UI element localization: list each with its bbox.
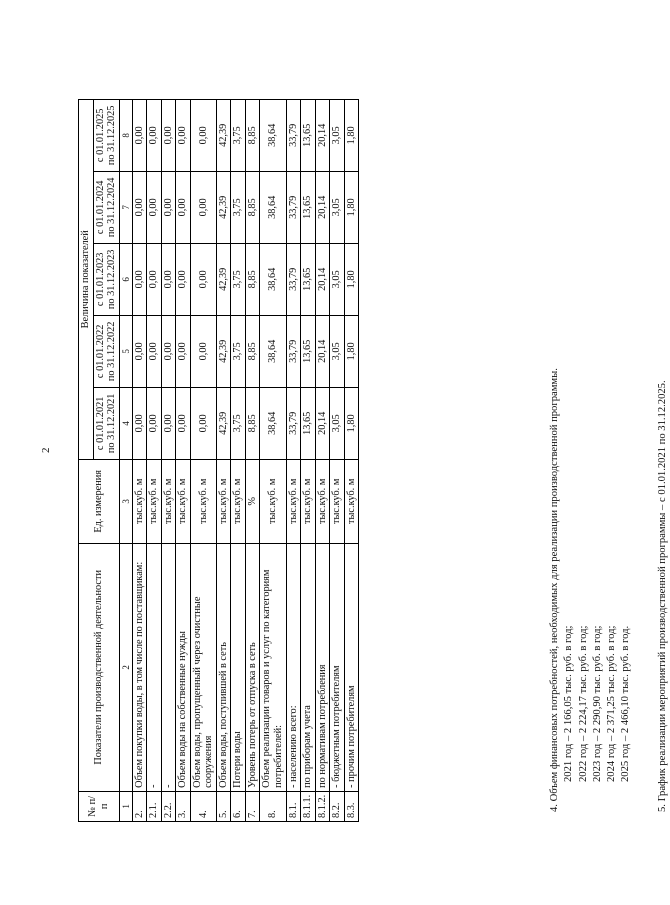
row-value: 3,05 <box>330 387 345 459</box>
row-value: 42,39 <box>216 387 231 459</box>
row-value: 38,64 <box>260 387 286 459</box>
row-value: 3,75 <box>231 387 246 459</box>
row-value: 0,00 <box>132 243 147 315</box>
row-number: 2.2. <box>161 791 176 821</box>
row-unit: тыс.куб. м <box>190 459 216 543</box>
rotated-content <box>78 22 668 822</box>
row-value: 13,65 <box>301 387 316 459</box>
table-row <box>301 99 316 821</box>
row-indicator-name: - населению всего: <box>286 543 301 791</box>
row-value: 0,00 <box>161 99 176 171</box>
row-value: 0,00 <box>132 387 147 459</box>
row-number: 8.3. <box>344 791 359 821</box>
row-value: 33,79 <box>286 171 301 243</box>
section-4-heading: 4. Объем финансовых потребностей, необходимых для реализации производственной программы. <box>549 368 560 812</box>
row-value: 0,00 <box>190 243 216 315</box>
row-indicator-name: - <box>161 543 176 791</box>
row-value: 13,65 <box>301 315 316 387</box>
column-number: 1 <box>119 791 132 821</box>
row-value: 8,85 <box>245 171 260 243</box>
row-value: 3,05 <box>330 315 345 387</box>
row-value: 42,39 <box>216 315 231 387</box>
row-value: 1,80 <box>344 387 359 459</box>
row-value: 0,00 <box>161 315 176 387</box>
column-number-row <box>119 99 132 821</box>
table-row <box>286 99 301 821</box>
row-indicator-name: по нормативам потребления <box>315 543 330 791</box>
row-number: 8.1.1. <box>301 791 316 821</box>
financial-needs-section <box>548 368 634 812</box>
section-5-heading: 5. График реализации мероприятий производственной программы – с 01.01.2021 по 31.12.2025. <box>657 380 668 812</box>
row-value: 3,75 <box>231 243 246 315</box>
column-number: 4 <box>119 387 132 459</box>
row-value: 38,64 <box>260 315 286 387</box>
row-value: 0,00 <box>147 315 162 387</box>
row-value: 0,00 <box>190 99 216 171</box>
row-value: 20,14 <box>315 171 330 243</box>
row-value: 1,80 <box>344 171 359 243</box>
row-value: 0,00 <box>176 243 191 315</box>
row-value: 13,65 <box>301 171 316 243</box>
row-value: 0,00 <box>190 315 216 387</box>
row-value: 0,00 <box>161 387 176 459</box>
header-period: с 01.01.2022 по 31.12.2022 <box>93 315 119 387</box>
row-value: 0,00 <box>147 243 162 315</box>
row-unit: тыс.куб. м <box>147 459 162 543</box>
page-number: 2 <box>40 447 52 453</box>
row-value: 0,00 <box>176 99 191 171</box>
table-row <box>132 99 147 821</box>
row-value: 3,05 <box>330 171 345 243</box>
row-value: 8,85 <box>245 99 260 171</box>
row-value: 0,00 <box>132 171 147 243</box>
row-indicator-name: Объем реализации товаров и услуг по категориям потребителей: <box>260 543 286 791</box>
table-row <box>216 99 231 821</box>
row-value: 1,80 <box>344 243 359 315</box>
row-value: 38,64 <box>260 171 286 243</box>
row-value: 33,79 <box>286 315 301 387</box>
row-value: 0,00 <box>176 387 191 459</box>
table-row <box>176 99 191 821</box>
row-value: 33,79 <box>286 387 301 459</box>
header-unit: Ед. измерения <box>79 459 120 543</box>
row-number: 8.2. <box>330 791 345 821</box>
row-number: 8. <box>260 791 286 821</box>
table-row <box>190 99 216 821</box>
header-period: с 01.01.2025 по 31.12.2025 <box>93 99 119 171</box>
row-value: 20,14 <box>315 315 330 387</box>
row-value: 13,65 <box>301 243 316 315</box>
table-row <box>330 99 345 821</box>
finance-line: 2023 год – 2 290,90 тыс. руб. в год; <box>591 625 603 782</box>
row-value: 0,00 <box>147 99 162 171</box>
finance-line: 2022 год – 2 224,17 тыс. руб. в год; <box>577 625 589 782</box>
row-value: 0,00 <box>190 171 216 243</box>
row-value: 33,79 <box>286 99 301 171</box>
row-number: 2.1. <box>147 791 162 821</box>
row-value: 3,75 <box>231 171 246 243</box>
table-row <box>231 99 246 821</box>
row-value: 0,00 <box>132 99 147 171</box>
header-period: с 01.01.2021 по 31.12.2021 <box>93 387 119 459</box>
table-row <box>161 99 176 821</box>
row-number: 8.1.2. <box>315 791 330 821</box>
row-number: 6. <box>231 791 246 821</box>
row-unit: % <box>245 459 260 543</box>
table-row <box>344 99 359 821</box>
row-unit: тыс.куб. м <box>344 459 359 543</box>
finance-line: 2021 год – 2 166,05 тыс. руб. в год; <box>563 625 575 782</box>
row-value: 38,64 <box>260 243 286 315</box>
row-unit: тыс.куб. м <box>330 459 345 543</box>
row-value: 20,14 <box>315 243 330 315</box>
row-unit: тыс.куб. м <box>286 459 301 543</box>
column-number: 7 <box>119 171 132 243</box>
row-value: 42,39 <box>216 243 231 315</box>
row-value: 3,75 <box>231 99 246 171</box>
row-indicator-name: Потери воды <box>231 543 246 791</box>
header-indicator: Показатели производственной деятельности <box>79 543 120 791</box>
row-unit: тыс.куб. м <box>216 459 231 543</box>
table-row <box>245 99 260 821</box>
row-value: 0,00 <box>176 315 191 387</box>
row-value: 0,00 <box>147 171 162 243</box>
row-unit: тыс.куб. м <box>161 459 176 543</box>
column-number: 3 <box>119 459 132 543</box>
row-number: 7. <box>245 791 260 821</box>
row-unit: тыс.куб. м <box>301 459 316 543</box>
row-value: 8,85 <box>245 315 260 387</box>
row-unit: тыс.куб. м <box>315 459 330 543</box>
row-value: 0,00 <box>161 243 176 315</box>
row-value: 3,05 <box>330 99 345 171</box>
row-value: 8,85 <box>245 243 260 315</box>
row-unit: тыс.куб. м <box>260 459 286 543</box>
finance-line: 2024 год – 2 371,25 тыс. руб. в год; <box>606 625 618 782</box>
row-indicator-name: - <box>147 543 162 791</box>
row-value: 20,14 <box>315 387 330 459</box>
table-row <box>260 99 286 821</box>
header-values-group: Величина показателей <box>79 99 94 459</box>
row-value: 3,05 <box>330 243 345 315</box>
row-indicator-name: Объем покупки воды, в том числе по поставщикам: <box>132 543 147 791</box>
row-value: 0,00 <box>132 315 147 387</box>
row-indicator-name: Объем воды, поступившей в сеть <box>216 543 231 791</box>
header-period: с 01.01.2023 по 31.12.2023 <box>93 243 119 315</box>
row-unit: тыс.куб. м <box>231 459 246 543</box>
production-indicators-table <box>78 99 359 822</box>
table-row <box>147 99 162 821</box>
row-number: 4. <box>190 791 216 821</box>
row-value: 42,39 <box>216 99 231 171</box>
row-unit: тыс.куб. м <box>176 459 191 543</box>
row-indicator-name: - прочим потребителям <box>344 543 359 791</box>
row-number: 3. <box>176 791 191 821</box>
schedule-section <box>656 380 670 812</box>
column-number: 8 <box>119 99 132 171</box>
finance-line: 2025 год – 2 466,10 тыс. руб. в год. <box>620 625 632 782</box>
row-number: 5. <box>216 791 231 821</box>
row-value: 38,64 <box>260 99 286 171</box>
row-value: 1,80 <box>344 99 359 171</box>
column-number: 5 <box>119 315 132 387</box>
column-number: 2 <box>119 543 132 791</box>
row-number: 8.1. <box>286 791 301 821</box>
row-indicator-name: Объем воды на собственные нужды <box>176 543 191 791</box>
row-number: 2. <box>132 791 147 821</box>
row-value: 0,00 <box>147 387 162 459</box>
row-value: 0,00 <box>176 171 191 243</box>
row-indicator-name: Уровень потерь от отпуска в сеть <box>245 543 260 791</box>
row-value: 42,39 <box>216 171 231 243</box>
header-period: с 01.01.2024 по 31.12.2024 <box>93 171 119 243</box>
row-value: 20,14 <box>315 99 330 171</box>
row-value: 1,80 <box>344 315 359 387</box>
row-value: 33,79 <box>286 243 301 315</box>
row-value: 0,00 <box>161 171 176 243</box>
row-value: 3,75 <box>231 315 246 387</box>
row-value: 13,65 <box>301 99 316 171</box>
table-body <box>132 99 359 821</box>
row-indicator-name: - бюджетным потребителям <box>330 543 345 791</box>
table-row <box>315 99 330 821</box>
row-unit: тыс.куб. м <box>132 459 147 543</box>
row-value: 0,00 <box>190 387 216 459</box>
column-number: 6 <box>119 243 132 315</box>
row-indicator-name: Объем воды, пропущенный через очистные сооружения <box>190 543 216 791</box>
row-indicator-name: по приборам учета <box>301 543 316 791</box>
row-value: 8,85 <box>245 387 260 459</box>
header-num: № п/п <box>79 791 120 821</box>
